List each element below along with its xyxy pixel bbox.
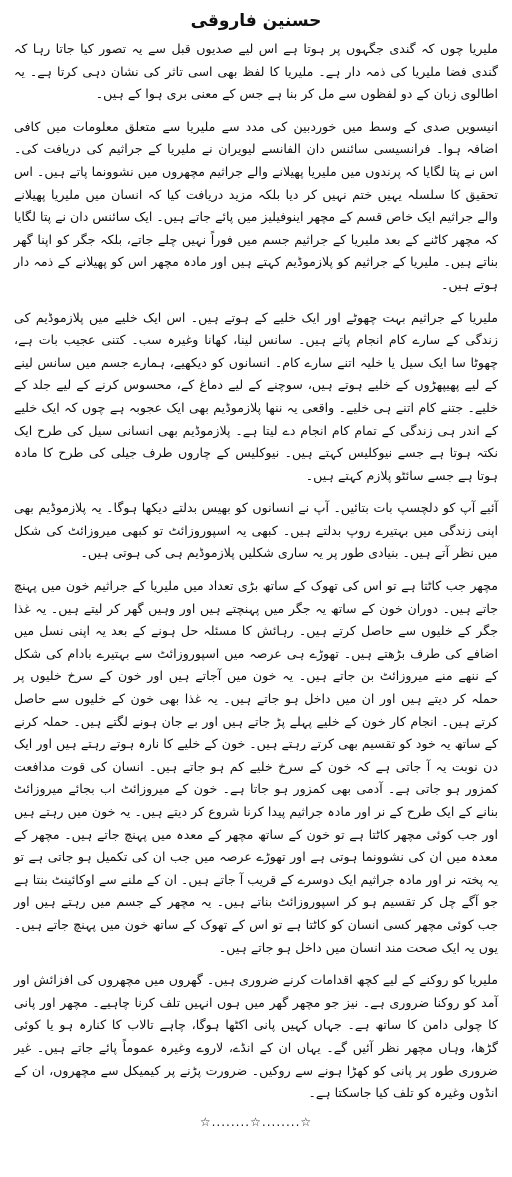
paragraph-4: آئیے آپ کو دلچسپ بات بتائیں۔ آپ نے انسانوں کو بھیس بدلتے دیکھا ہوگا۔ یہ پلازموڈیم بھی اپنی زندگی میں بہتیرے روپ بدلتے ہیں۔ کبھی یہ اسپوروزائٹ تو کبھی میروزائٹ کی شکل میں نظر آتے ہیں۔ بنیادی طور پر یہ ساری شکلیں پلازموڈیم ہی کی ہوتی ہیں۔ — [14, 500, 498, 561]
paragraph-5: مچھر جب کاٹتا ہے تو اس کی تھوک کے ساتھ بڑی تعداد میں ملیریا کے جراثیم خون میں پہنچ جاتے ہیں۔ دوران خون کے ساتھ یہ جگر میں پہنچتے ہیں اور وہیں گھر کر لیتے ہیں۔ یہ غذا جگر کے خلیوں سے حاصل کرتے ہیں۔ رہائش کا مسئلہ حل ہونے کے بعد یہ اپنی نسل میں اضافے کی طرف بڑھتے ہیں۔ تھوڑے ہی عرصہ میں اسپوروزائٹ سے بہتیرے بادام کی شکل کے ننھے منے میروزائٹ بن جاتے ہیں۔ یہ خون میں آجاتے ہیں اور خون کے سرخ خلیوں پر حملہ کر دیتے ہیں اور ان میں داخل ہو جاتے ہیں۔ یہ غذا بھی خون کے خلیوں سے حاصل کرتے ہیں۔ انجام کار خون کے خلیے پہلے پڑ جاتے ہیں اور بے جان ہونے لگتے ہیں۔ حملہ کرنے کے ساتھ یہ خود کو تقسیم بھی کرتے رہتے ہیں۔ خون کے خلیے کا نارہ ہوتے رہتے ہیں اور ایک دن نوبت یہ آ جاتی ہے کہ خون کے سرخ خلیے کم ہو جاتے ہیں۔ انسان کی قوت مدافعت کمزور ہو جاتی ہے۔ آدمی بھی کمزور ہو جاتا ہے۔ خون کے میروزائٹ اب بجائے میروزائٹ بنانے کے ایک طرح کے نر اور مادہ جراثیم پیدا کرنا شروع کر دیتے ہیں۔ یہ خون میں رہتے ہیں اور جب کوئی مچھر کاٹتا ہے تو خون کے ساتھ مچھر کے معدہ میں پہنچ جاتے ہیں۔ مچھر کے معدہ میں ان کی نشوونما ہوتی ہے اور تھوڑے عرصہ میں جب ان کی تکمیل ہو جاتی ہے تو یہ پختہ نر اور مادہ جراثیم ایک دوسرے کے قریب آ جاتے ہیں۔ ان کے ملنے سے اوکائینٹ بنتا ہے جو آگے چل کر تقسیم ہو کر اسپوروزائٹ بناتے ہیں۔ یہ مچھر کے جسم میں رہتے ہیں اور جب کوئی مچھر کسی انسان کو کاٹتا ہے تو اس کے تھوک کے ساتھ خون میں پہنچ جاتے ہیں۔ یوں یہ ایک صحت مند انسان میں داخل ہو جاتے ہیں۔ — [14, 578, 498, 955]
paragraph-3: ملیریا کے جراثیم بہت چھوٹے اور ایک خلیے کے ہوتے ہیں۔ اس ایک خلیے میں پلازموڈیم کی زندگی کے سارے کام انجام پاتے ہیں۔ سانس لینا، کھانا وغیرہ سب۔ کتنی عجیب بات ہے، چھوٹا سا ایک سیل یا خلیہ اتنے سارے کام۔ انسانوں کو دیکھیے، ہمارے جسم میں سانس لینے کے لیے پھیپھڑوں کے خلیے ہوتے ہیں، سوچنے کے لیے دماغ کے، محسوس کرنے کے لیے جلد کے خلیے۔ جتنے کام اتنے ہی خلیے۔ واقعی یہ ننھا پلازموڈیم بھی ایک عجوبہ ہے چوں کہ ایک خلیے کے اندر ہی زندگی کے تمام کام انجام دے لیتا ہے۔ پلازموڈیم بھی انسانی سیل کی طرح ایک نکتہ ہوتا ہے جسے نیوکلیس کہتے ہیں۔ نیوکلیس کے چاروں طرف جیلی کی طرح کا مادہ ہوتا ہے جسے سائٹو پلازم کہتے ہیں۔ — [14, 309, 498, 483]
paragraph-6: ملیریا کو روکنے کے لیے کچھ اقدامات کرنے ضروری ہیں۔ گھروں میں مچھروں کی افزائش اور آمد کو روکنا ضروری ہے۔ نیز جو مچھر گھر میں ہوں انہیں تلف کرنا چاہیے۔ مچھر اور پانی کا چولی دامن کا ساتھ ہے۔ جہاں کہیں پانی اکٹھا ہوگا، چاہے تالاب کا کنارہ ہو یا کوئی گڑھا، وہاں مچھر نظر آئیں گے۔ یہاں ان کے انڈے، لاروے وغیرہ عموماً پائے جاتے ہیں۔ غیر ضروری طور پر پانی کو کھڑا ہونے سے روکیں۔ ضرورت پڑنے پر کیمیکل سے مچھروں، ان کے انڈوں وغیرہ کو تلف کیا جاسکتا ہے۔ — [14, 972, 498, 1101]
paragraph-1: ملیریا چوں کہ گندی جگہوں پر ہوتا ہے اس لیے صدیوں قبل سے یہ تصور کیا جاتا رہا کہ گندی فضا ملیریا کی ذمہ دار ہے۔ ملیریا کا لفظ بھی اسی تاثر کی نشان دہی کرتا ہے۔ یہ اطالوی زبان کے دو لفظوں سے مل کر بنا ہے جس کے معنی بری ہوا کے ہیں۔ — [14, 41, 498, 102]
author-title: حسنین فاروقی — [190, 11, 322, 31]
paragraph-2: انیسویں صدی کے وسط میں خوردبین کی مدد سے ملیریا سے متعلق معلومات میں کافی اضافہ ہوا۔ فرانسیسی سائنس دان الفانسے لیویران نے ملیریا کے جراثیم کی دریافت کی۔ اس نے پتا لگایا کہ پرندوں میں ملیریا پھیلانے والے جراثیم مچھروں میں نشوونما پاتے ہیں۔ اس تحقیق کا سلسلہ یہیں ختم نہیں کر دیا بلکہ مزید دریافت کیا کہ انسان میں ملیریا پھیلانے والے جراثیم ایک خاص قسم کے مچھر اینوفیلیز میں پائے جاتے ہیں۔ ایک سائنس دان نے پتا لگایا کہ مچھر کاٹنے کے بعد ملیریا کے جراثیم جسم میں فوراً نہیں چلے جاتے، بلکہ جگر کو اپنا گھر بناتے ہیں۔ ملیریا کے جراثیم کو پلازموڈیم کہتے ہیں اور مادہ مچھر اس کو پھیلانے کے ذمہ دار ہوتے ہیں۔ — [14, 118, 498, 292]
end-ornament: ☆........☆........☆ — [199, 1114, 313, 1129]
